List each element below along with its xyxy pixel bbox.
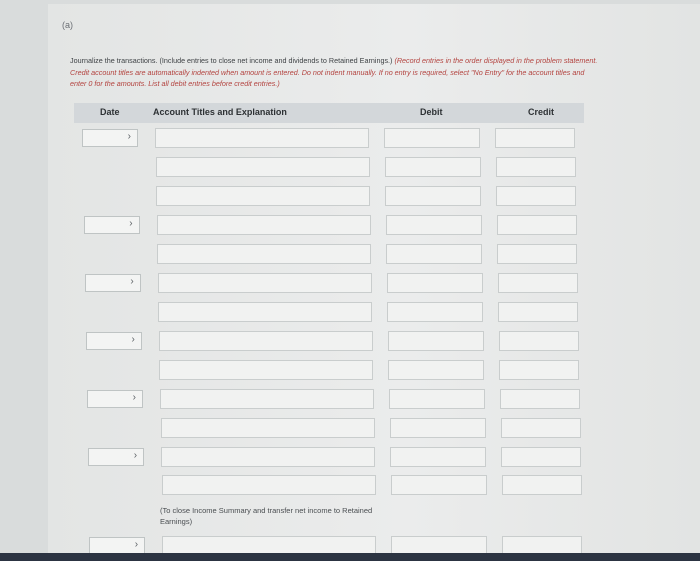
chevron-down-icon: › <box>131 334 135 345</box>
date-select[interactable] <box>88 448 144 466</box>
debit-input[interactable] <box>386 244 482 264</box>
account-title-input[interactable] <box>156 186 370 206</box>
debit-input[interactable] <box>389 389 485 409</box>
debit-input[interactable] <box>391 475 487 495</box>
debit-input[interactable] <box>388 360 484 380</box>
credit-input[interactable] <box>495 128 575 148</box>
account-title-input[interactable] <box>159 331 373 351</box>
account-title-input[interactable] <box>160 389 374 409</box>
date-select[interactable] <box>86 332 142 350</box>
credit-input[interactable] <box>497 244 577 264</box>
instructions-hint: (Record entries in the order displayed in the problem statement. Credit account titles are automatically indented when amount is entered. Do not indent manually. If no entry is required, select "No Entry" for the account titles and enter 0 for the amounts. List all debit entries before credit entries.) <box>70 56 598 88</box>
chevron-down-icon: › <box>133 450 138 461</box>
debit-input[interactable] <box>388 331 484 351</box>
account-title-input[interactable] <box>158 302 372 322</box>
credit-input[interactable] <box>502 475 582 495</box>
debit-input[interactable] <box>386 215 482 235</box>
part-label: (a) <box>62 20 73 30</box>
chevron-down-icon: › <box>130 276 134 287</box>
credit-input[interactable] <box>499 331 579 351</box>
date-select[interactable] <box>82 129 138 147</box>
account-title-input[interactable] <box>157 244 371 264</box>
credit-input[interactable] <box>496 186 576 206</box>
date-select[interactable] <box>84 216 140 234</box>
account-title-input[interactable] <box>159 360 373 380</box>
header-debit: Debit <box>420 107 443 117</box>
account-title-input[interactable] <box>156 157 370 177</box>
account-title-input[interactable] <box>157 215 371 235</box>
debit-input[interactable] <box>390 418 486 438</box>
chevron-down-icon: › <box>129 218 133 229</box>
credit-input[interactable] <box>500 389 580 409</box>
account-title-input[interactable] <box>155 128 369 148</box>
credit-input[interactable] <box>499 360 579 380</box>
account-title-input[interactable] <box>158 273 372 293</box>
date-select[interactable] <box>87 390 143 408</box>
instructions <box>70 55 600 90</box>
account-title-input[interactable] <box>161 418 375 438</box>
chevron-down-icon: › <box>132 392 136 403</box>
chevron-down-icon: › <box>134 539 139 550</box>
credit-input[interactable] <box>498 273 578 293</box>
account-title-input[interactable] <box>161 447 375 467</box>
date-select[interactable] <box>85 274 141 292</box>
credit-input[interactable] <box>501 418 581 438</box>
header-credit: Credit <box>528 107 555 117</box>
credit-input[interactable] <box>497 215 577 235</box>
debit-input[interactable] <box>385 186 481 206</box>
entry-explanation-note: (To close Income Summary and transfer net income to Retained Earnings) <box>160 506 373 526</box>
debit-input[interactable] <box>385 157 481 177</box>
credit-input[interactable] <box>498 302 578 322</box>
debit-input[interactable] <box>387 302 483 322</box>
instructions-main: Journalize the transactions. (Include entries to close net income and dividends to Retained Earnings.) <box>70 56 393 65</box>
header-date: Date <box>100 107 120 117</box>
debit-input[interactable] <box>390 447 486 467</box>
header-account: Account Titles and Explanation <box>153 107 287 117</box>
credit-input[interactable] <box>496 157 576 177</box>
credit-input[interactable] <box>501 447 581 467</box>
debit-input[interactable] <box>387 273 483 293</box>
account-title-input[interactable] <box>162 475 376 495</box>
debit-input[interactable] <box>384 128 480 148</box>
table-header <box>74 103 584 123</box>
chevron-down-icon: › <box>127 131 131 142</box>
taskbar <box>0 553 700 561</box>
